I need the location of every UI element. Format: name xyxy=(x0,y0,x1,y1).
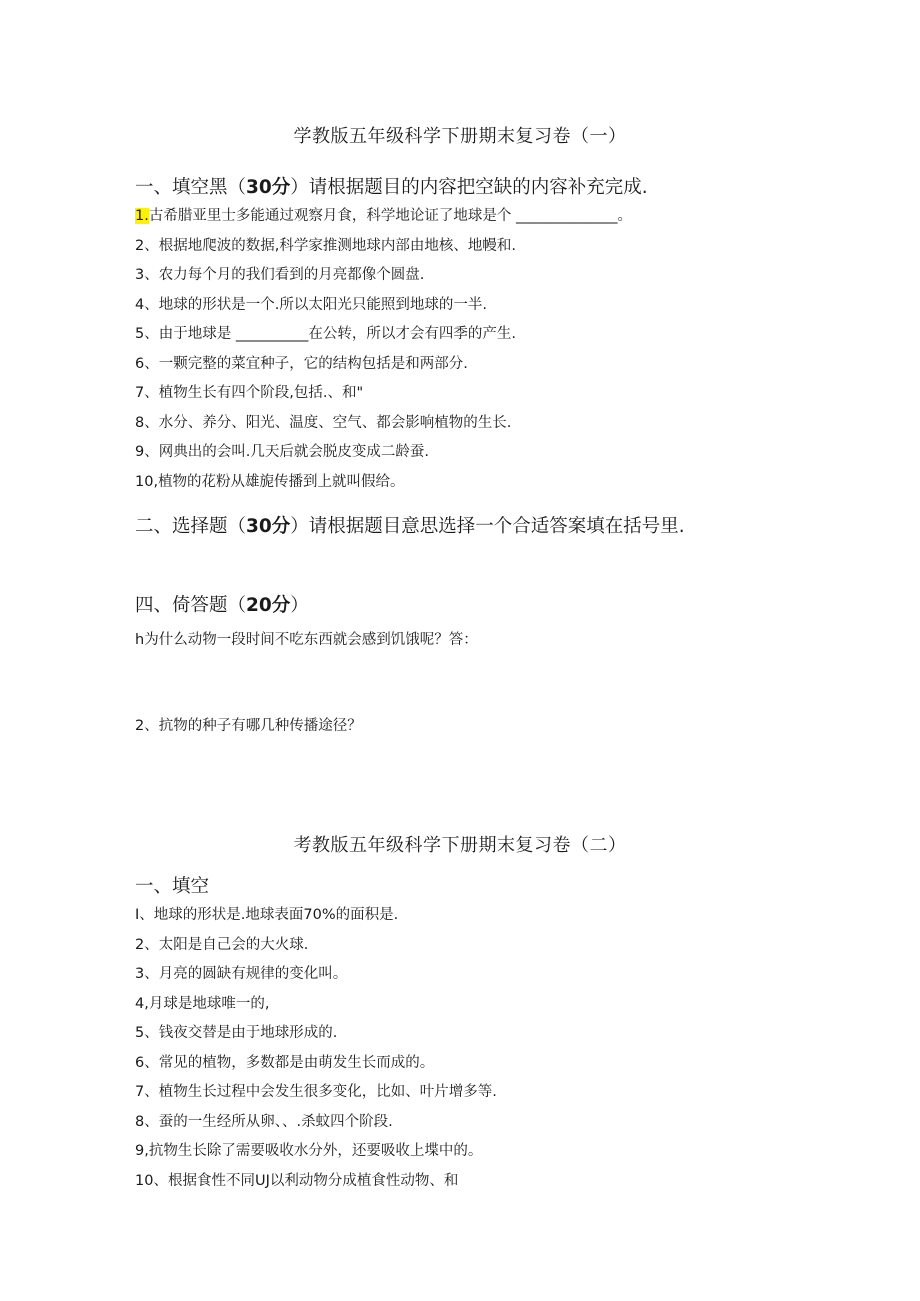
section-score: 30分 xyxy=(246,177,291,198)
fill-item-7 xyxy=(135,383,363,403)
section-heading-answer xyxy=(135,591,309,617)
doc2-item-8: 8、蚕的一生经所从卵、、.杀蚊四个阶段. xyxy=(135,1114,393,1130)
answer-item-2: 2、抗物的种子有哪几种传播途径？ xyxy=(135,718,362,734)
doc2-item-3: 3、月亮的圆缺有规律的变化叫。 xyxy=(135,966,348,982)
doc2-item-4: 4,月球是地球唯一的, xyxy=(135,996,270,1012)
section-heading-prefix: 一、填空黑（ xyxy=(135,177,247,198)
fill-item-text: 古希腊亚里士多能通过观察月食，科学地论证了地球是个 ______________。 xyxy=(148,208,632,224)
fill-item-text: 植物的花粉从雄旎传播到上就叫假给。 xyxy=(158,474,405,490)
fill-item-text: 农力每个月的我们看到的月亮都像个圆盘. xyxy=(158,267,425,283)
doc2-item-5: 5、钱夜交替是由于地球形成的. xyxy=(135,1025,338,1041)
fill-item-5 xyxy=(135,324,516,344)
fill-item-10 xyxy=(135,472,405,492)
section-heading-suffix: ） xyxy=(290,595,309,616)
fill-item-2 xyxy=(135,236,516,256)
fill-item-text: 由于地球是 __________在公转，所以才会有四季的产生. xyxy=(158,326,516,342)
section-heading-suffix: ）请根据题目的内容把空缺的内容补充完成. xyxy=(290,177,648,198)
highlighted-number: 1. xyxy=(135,208,149,224)
section-heading-prefix: 四、倚答题（ xyxy=(135,595,247,616)
section-heading-fill-2: 一、填空 xyxy=(135,876,210,897)
fill-item-text: 地球的形状是一个.所以太阳光只能照到地球的一半. xyxy=(158,297,487,313)
section-heading-fill xyxy=(135,173,648,199)
answer-item-1: h为什么动物一段时间不吃东西就会感到饥饿呢？答： xyxy=(135,632,478,648)
fill-item-number: 2、 xyxy=(135,238,159,254)
fill-item-3 xyxy=(135,265,424,285)
fill-item-number: 3、 xyxy=(135,267,159,283)
fill-item-text: 植物生长有四个阶段,包括.、和" xyxy=(158,385,364,401)
fill-item-6 xyxy=(135,354,468,374)
fill-item-number: 10, xyxy=(135,474,159,490)
fill-item-number: 6、 xyxy=(135,356,159,372)
fill-item-text: 网典出的会叫.几天后就会脱皮变成二龄蚕. xyxy=(158,444,429,460)
fill-item-number: 5、 xyxy=(135,326,159,342)
fill-item-number: 4、 xyxy=(135,297,159,313)
fill-item-number: 8、 xyxy=(135,415,159,431)
fill-item-text: 水分、养分、阳光、温度、空气、都会影响植物的生长. xyxy=(158,415,512,431)
fill-item-text: 一颗完整的菜宜种子，它的结构包括是和两部分. xyxy=(158,356,468,372)
section-score: 30分 xyxy=(246,516,291,537)
section-score: 20分 xyxy=(246,595,291,616)
section-heading-choice xyxy=(135,512,685,538)
fill-item-number: 9、 xyxy=(135,444,159,460)
fill-item-4 xyxy=(135,295,487,315)
fill-item-number: 7、 xyxy=(135,385,159,401)
fill-item-9 xyxy=(135,442,429,462)
fill-item-1 xyxy=(135,206,632,226)
fill-item-8 xyxy=(135,413,511,433)
doc2-item-1: I、地球的形状是.地球表面70%的面积是. xyxy=(135,907,399,923)
doc2-item-10: 10、根据食性不同UJ以利动物分成植食性动物、和 xyxy=(135,1173,459,1189)
exam-title-2: 考教版五年级科学下册期末复习卷（二） xyxy=(293,835,627,856)
section-heading-prefix: 二、选择题（ xyxy=(135,516,247,537)
section-heading-suffix: ）请根据题目意思选择一个合适答案填在括号里. xyxy=(290,516,685,537)
doc2-item-9: 9,抗物生长除了需要吸收水分外，还要吸收上堞中的。 xyxy=(135,1143,483,1159)
fill-item-text: 根据地爬波的数据,科学家推测地球内部由地核、地幔和. xyxy=(158,238,516,254)
exam-title-1: 学教版五年级科学下册期末复习卷（一） xyxy=(293,126,627,147)
doc2-item-6: 6、常见的植物，多数都是由萌发生长而成的。 xyxy=(135,1055,435,1071)
doc2-item-2: 2、太阳是自己会的大火球. xyxy=(135,937,309,953)
doc2-item-7: 7、植物生长过程中会发生很多变化，比如、叶片增多等. xyxy=(135,1084,497,1100)
